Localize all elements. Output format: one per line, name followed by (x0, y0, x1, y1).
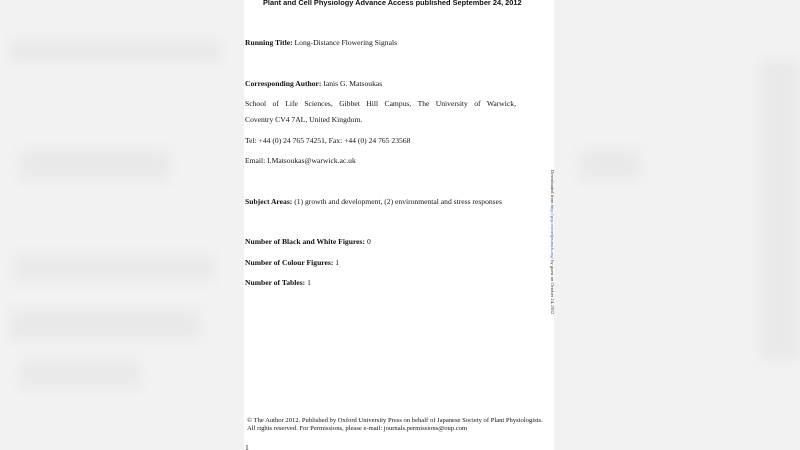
subject-areas-label: Subject Areas: (245, 197, 293, 206)
colour-figures (245, 258, 339, 268)
corresponding-author (245, 79, 382, 89)
journal-banner: Plant and Cell Physiology Advance Access published September 24, 2012 (263, 0, 522, 7)
background-ghost-4 (10, 310, 200, 340)
address-line-1 (245, 99, 516, 109)
corresponding-author-label: Corresponding Author: (245, 79, 322, 88)
bw-figures-value: 0 (366, 237, 371, 246)
download-side-note (547, 170, 557, 320)
corresponding-author-value: Ianis G. Matsoukas (323, 79, 383, 88)
subject-areas-value: (1) growth and development, (2) environmental and stress responses (294, 197, 502, 206)
address-line-2: Coventry CV4 7AL, United Kingdom. (245, 115, 363, 124)
tables-label: Number of Tables: (245, 278, 306, 287)
side-note-suffix: by guest on October 24, 2012 (550, 258, 555, 315)
tables-count (245, 278, 311, 288)
address-word: of (474, 99, 481, 108)
colour-figures-label: Number of Colour Figures: (245, 258, 334, 267)
page-number: 1 (245, 443, 249, 450)
paper-page (244, 0, 554, 450)
address-word: Life (285, 99, 298, 108)
colour-figures-value: 1 (335, 258, 340, 267)
background-ghost-2 (20, 150, 170, 180)
bw-figures (245, 237, 371, 247)
address-word: School (245, 99, 267, 108)
background-ghost-3 (15, 255, 215, 281)
address-word: Campus, (384, 99, 412, 108)
address-word: Sciences, (304, 99, 333, 108)
address-word: University (435, 99, 468, 108)
side-note-prefix: Downloaded from (550, 170, 555, 205)
address-word: of (272, 99, 279, 108)
copyright-footer: © The Author 2012. Published by Oxford University Press on behalf of Japanese Society of Plant Physiologists. All rights reserved. For Permissions, please e-mail: journals.permissions@oup.com (247, 417, 543, 432)
background-ghost-5 (20, 360, 140, 388)
email: Email: I.Matsoukas@warwick.ac.uk (245, 156, 356, 165)
running-title-value: Long-Distance Flowering Signals (294, 38, 398, 47)
tables-value: 1 (307, 278, 311, 287)
background-ghost-6 (580, 150, 640, 180)
address-word: Warwick, (486, 99, 516, 108)
address-word: The (417, 99, 430, 108)
address-word: Gibbet (339, 99, 360, 108)
subject-areas (245, 197, 502, 207)
address-word: Hill (366, 99, 379, 108)
side-note-link[interactable]: http://pcp.oxfordjournals.org/ (550, 204, 555, 259)
bw-figures-label: Number of Black and White Figures: (245, 237, 366, 246)
running-title (245, 38, 397, 48)
background-ghost-7 (760, 60, 800, 360)
running-title-label: Running Title: (245, 38, 293, 47)
phone-fax: Tel: +44 (0) 24 765 74251, Fax: +44 (0) 24 765 23568 (245, 136, 411, 145)
background-ghost-1 (10, 40, 220, 62)
